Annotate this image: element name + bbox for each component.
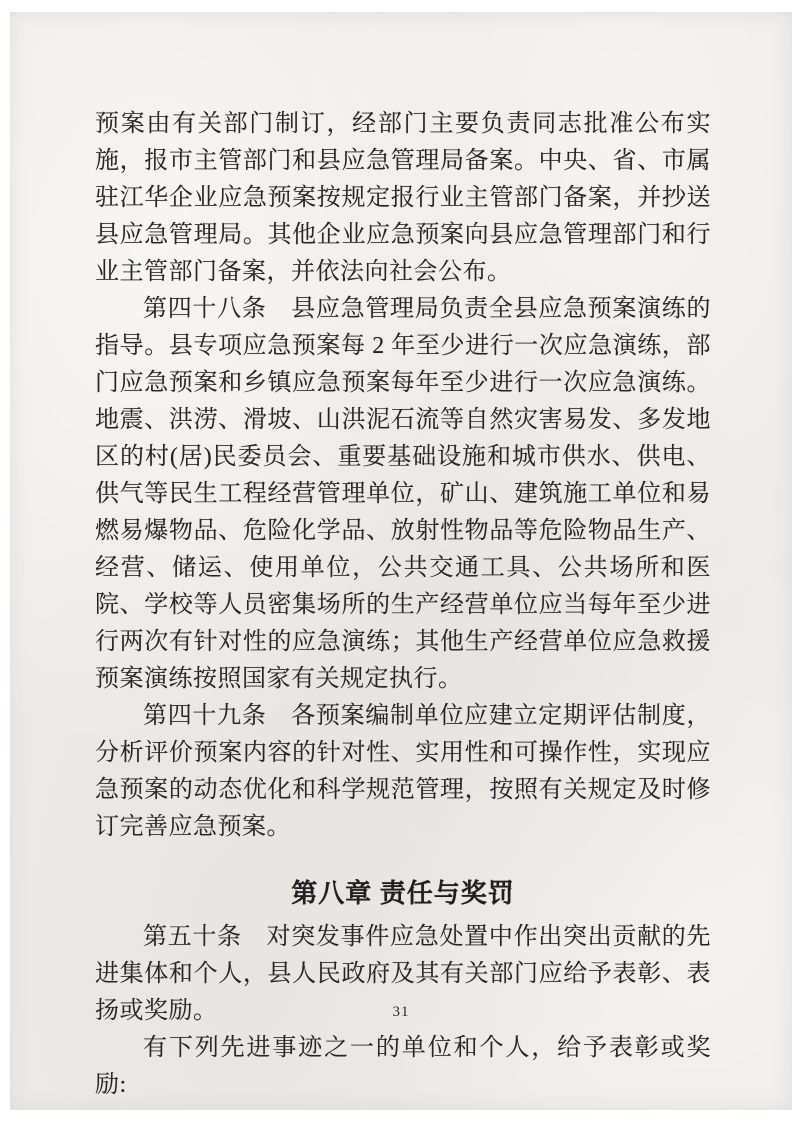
document-page — [10, 12, 792, 1110]
paragraph-article-49: 第四十九条 各预案编制单位应建立定期评估制度，分析评价预案内容的针对性、实用性和可操作性，实现应急预案的动态优化和科学规范管理，按照有关规定及时修订完善应急预案。 — [95, 703, 711, 840]
paragraph-article-48: 第四十八条 县应急管理局负责全县应急预案演练的指导。县专项应急预案每 2 年至少进行一次应急演练，部门应急预案和乡镇应急预案每年至少进行一次应急演练。地震、洪涝、滑坡、山洪泥石流等自然灾害易发、多发地区的村(居)民委员会、重要基础设施和城市供水、供电、供气等民生工程经营管理单位，矿山、建筑施工单位和易燃易爆物品、危险化学品、放射性物品等危险物品生产、经营、储运、使用单位，公共交通工具、公共场所和医院、学校等人员密集场所的生产经营单位应当每年至少进行两次有针对性的应急演练；其他生产经营单位应急救援预案演练按照国家有关规定执行。 — [95, 296, 711, 692]
paragraph-plan-filing: 预案由有关部门制订，经部门主要负责同志批准公布实施，报市主管部门和县应急管理局备案。中央、省、市属驻江华企业应急预案按规定报行业主管部门备案，并抄送县应急管理局。其他企业应急预案向县应急管理部门和行业主管部门备案，并依法向社会公布。 — [95, 111, 711, 285]
page-number: 31 — [392, 1004, 410, 1020]
paragraph-reward-intro: 有下列先进事迹之一的单位和个人，给予表彰或奖励: — [95, 1035, 711, 1098]
chapter-heading: 第八章 责任与奖罚 — [291, 879, 515, 908]
paragraph-article-50: 第五十条 对突发事件应急处置中作出突出贡献的先进集体和个人，县人民政府及其有关部门应给予表彰、表扬或奖励。 — [95, 924, 711, 1024]
text-block — [95, 106, 711, 1104]
